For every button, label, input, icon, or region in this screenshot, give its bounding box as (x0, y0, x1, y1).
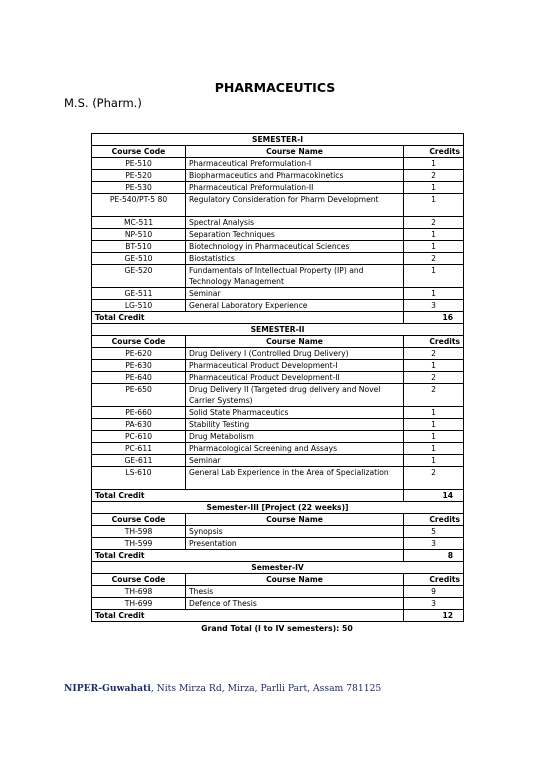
curriculum-table-body (92, 134, 464, 622)
course-row (92, 443, 464, 455)
course-code: GE-520 (92, 265, 186, 288)
course-name: Pharmaceutical Preformulation-I (186, 158, 404, 170)
course-code: PE-630 (92, 360, 186, 372)
course-code: TH-598 (92, 526, 186, 538)
course-name: Seminar (186, 288, 404, 300)
header-course-code: Course Code (92, 146, 186, 158)
course-row (92, 170, 464, 182)
course-credits: 3 (404, 300, 464, 312)
total-credit-label: Total Credit (92, 610, 404, 622)
course-name: Defence of Thesis (186, 598, 404, 610)
course-credits: 2 (404, 384, 464, 407)
course-credits: 2 (404, 467, 464, 490)
course-row (92, 586, 464, 598)
total-credit-row (92, 312, 464, 324)
course-row (92, 384, 464, 407)
course-credits: 2 (404, 253, 464, 265)
grand-total: Grand Total (I to IV semesters): 50 (201, 624, 353, 633)
course-row (92, 253, 464, 265)
course-row (92, 360, 464, 372)
semester-heading: SEMESTER-I (92, 134, 464, 146)
course-row (92, 241, 464, 253)
course-name: Drug Delivery II (Targeted drug delivery and Novel Carrier Systems) (186, 384, 404, 407)
course-name: Stability Testing (186, 419, 404, 431)
course-name: Seminar (186, 455, 404, 467)
total-credit-row (92, 490, 464, 502)
course-name: Biostatistics (186, 253, 404, 265)
course-code: MC-511 (92, 217, 186, 229)
course-credits: 1 (404, 241, 464, 253)
course-credits: 2 (404, 217, 464, 229)
total-credit-row (92, 610, 464, 622)
course-code: LG-510 (92, 300, 186, 312)
header-course-name: Course Name (186, 336, 404, 348)
course-credits: 1 (404, 288, 464, 300)
course-code: PE-620 (92, 348, 186, 360)
footer-address (64, 683, 381, 694)
course-code: PC-611 (92, 443, 186, 455)
course-row (92, 372, 464, 384)
header-course-code: Course Code (92, 514, 186, 526)
course-credits: 1 (404, 443, 464, 455)
total-credit-label: Total Credit (92, 312, 404, 324)
course-row (92, 467, 464, 490)
course-credits: 1 (404, 360, 464, 372)
course-name: Biopharmaceutics and Pharmacokinetics (186, 170, 404, 182)
course-credits: 2 (404, 348, 464, 360)
header-credits: Credits (404, 146, 464, 158)
column-header-row (92, 336, 464, 348)
course-code: GE-510 (92, 253, 186, 265)
semester-heading: Semester-III [Project (22 weeks)] (92, 502, 464, 514)
course-credits: 2 (404, 372, 464, 384)
curriculum-table-container (91, 133, 463, 633)
course-credits: 5 (404, 526, 464, 538)
semester-heading-row (92, 502, 464, 514)
course-credits: 3 (404, 538, 464, 550)
curriculum-table (91, 133, 464, 622)
course-name: Synopsis (186, 526, 404, 538)
semester-heading-row (92, 324, 464, 336)
course-row (92, 407, 464, 419)
course-row (92, 265, 464, 288)
course-code: PE-540/PT-5 80 (92, 194, 186, 217)
course-row (92, 182, 464, 194)
course-row (92, 348, 464, 360)
course-name: Pharmaceutical Preformulation-II (186, 182, 404, 194)
course-row (92, 526, 464, 538)
course-row (92, 229, 464, 241)
course-row (92, 217, 464, 229)
course-name: Pharmaceutical Product Development-I (186, 360, 404, 372)
semester-heading: SEMESTER-II (92, 324, 464, 336)
course-name: Presentation (186, 538, 404, 550)
course-code: LS-610 (92, 467, 186, 490)
header-course-code: Course Code (92, 336, 186, 348)
total-credit-label: Total Credit (92, 490, 404, 502)
total-credit-value: 14 (404, 490, 464, 502)
column-header-row (92, 146, 464, 158)
course-row (92, 300, 464, 312)
course-code: GE-611 (92, 455, 186, 467)
course-name: Pharmaceutical Product Development-II (186, 372, 404, 384)
course-credits: 3 (404, 598, 464, 610)
course-code: BT-510 (92, 241, 186, 253)
course-credits: 1 (404, 431, 464, 443)
course-row (92, 455, 464, 467)
course-code: PE-510 (92, 158, 186, 170)
course-row (92, 158, 464, 170)
course-code: PE-640 (92, 372, 186, 384)
total-credit-row (92, 550, 464, 562)
course-credits: 1 (404, 455, 464, 467)
course-name: General Lab Experience in the Area of Specialization (186, 467, 404, 490)
header-credits: Credits (404, 514, 464, 526)
course-row (92, 431, 464, 443)
course-code: NP-510 (92, 229, 186, 241)
header-credits: Credits (404, 336, 464, 348)
header-course-name: Course Name (186, 514, 404, 526)
course-row (92, 288, 464, 300)
degree-subtitle: M.S. (Pharm.) (64, 96, 142, 110)
course-code: TH-699 (92, 598, 186, 610)
course-code: PE-530 (92, 182, 186, 194)
course-credits: 9 (404, 586, 464, 598)
course-name: Drug Metabolism (186, 431, 404, 443)
course-code: GE-511 (92, 288, 186, 300)
course-name: Separation Techniques (186, 229, 404, 241)
header-credits: Credits (404, 574, 464, 586)
total-credit-label: Total Credit (92, 550, 404, 562)
footer-institute: NIPER-Guwahati (64, 683, 151, 694)
course-name: Regulatory Consideration for Pharm Development (186, 194, 404, 217)
course-code: TH-599 (92, 538, 186, 550)
course-code: PE-660 (92, 407, 186, 419)
header-course-code: Course Code (92, 574, 186, 586)
course-name: Drug Delivery I (Controlled Drug Delivery) (186, 348, 404, 360)
course-row (92, 419, 464, 431)
course-code: PE-650 (92, 384, 186, 407)
course-row (92, 598, 464, 610)
course-name: Solid State Pharmaceutics (186, 407, 404, 419)
course-credits: 1 (404, 229, 464, 241)
course-code: PA-630 (92, 419, 186, 431)
footer-address-text: , Nits Mirza Rd, Mirza, Parlli Part, Assam 781125 (150, 683, 382, 694)
course-credits: 1 (404, 407, 464, 419)
course-name: Spectral Analysis (186, 217, 404, 229)
course-credits: 1 (404, 182, 464, 194)
course-credits: 1 (404, 194, 464, 217)
course-name: General Laboratory Experience (186, 300, 404, 312)
page-title: PHARMACEUTICS (214, 80, 336, 95)
course-credits: 1 (404, 158, 464, 170)
column-header-row (92, 514, 464, 526)
total-credit-value: 16 (404, 312, 464, 324)
course-name: Thesis (186, 586, 404, 598)
course-name: Fundamentals of Intellectual Property (IP) and Technology Management (186, 265, 404, 288)
course-row (92, 538, 464, 550)
semester-heading-row (92, 134, 464, 146)
course-row (92, 194, 464, 217)
total-credit-value: 8 (404, 550, 464, 562)
course-credits: 1 (404, 419, 464, 431)
course-code: TH-698 (92, 586, 186, 598)
course-code: PC-610 (92, 431, 186, 443)
header-course-name: Course Name (186, 574, 404, 586)
semester-heading: Semester-IV (92, 562, 464, 574)
column-header-row (92, 574, 464, 586)
course-credits: 2 (404, 170, 464, 182)
semester-heading-row (92, 562, 464, 574)
course-code: PE-520 (92, 170, 186, 182)
header-course-name: Course Name (186, 146, 404, 158)
course-name: Biotechnology in Pharmaceutical Sciences (186, 241, 404, 253)
course-name: Pharmacological Screening and Assays (186, 443, 404, 455)
course-credits: 1 (404, 265, 464, 288)
total-credit-value: 12 (404, 610, 464, 622)
